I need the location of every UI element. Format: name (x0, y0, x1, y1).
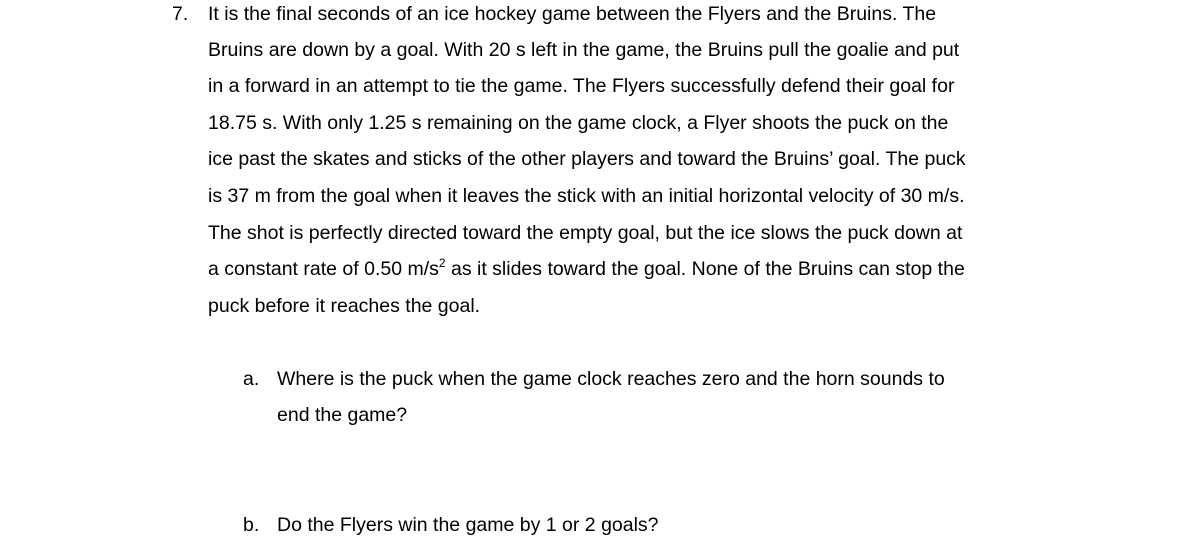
problem-text-line (208, 257, 965, 281)
problem-number: 7. (172, 3, 189, 25)
problem-text-line: ice past the skates and sticks of the other players and toward the Bruins’ goal. The puck (208, 148, 966, 170)
part-text-line: end the game? (277, 404, 408, 426)
part-text-line: Where is the puck when the game clock reaches zero and the horn sounds to (277, 368, 945, 390)
problem-text-line: The shot is perfectly directed toward the empty goal, but the ice slows the puck down at (208, 222, 963, 244)
problem-text-line: in a forward in an attempt to tie the game. The Flyers successfully defend their goal for (208, 75, 955, 97)
problem-text-line: 18.75 s. With only 1.25 s remaining on the game clock, a Flyer shoots the puck on the (208, 112, 949, 134)
acceleration-text: a constant rate of 0.50 m/s (208, 258, 439, 280)
acceleration-text-rest: as it slides toward the goal. None of the Bruins can stop the (445, 258, 965, 280)
problem-text-line: is 37 m from the goal when it leaves the stick with an initial horizontal velocity of 30 m/s. (208, 185, 965, 207)
problem-text-line: Bruins are down by a goal. With 20 s left in the game, the Bruins pull the goalie and put (208, 39, 960, 61)
part-label: b. (243, 514, 260, 536)
part-label: a. (243, 368, 260, 390)
problem-text-line: puck before it reaches the goal. (208, 295, 481, 317)
exponent-superscript: 2 (438, 255, 446, 270)
part-text-line: Do the Flyers win the game by 1 or 2 goals? (277, 514, 659, 536)
problem-text-line: It is the final seconds of an ice hockey game between the Flyers and the Bruins. The (208, 3, 937, 25)
